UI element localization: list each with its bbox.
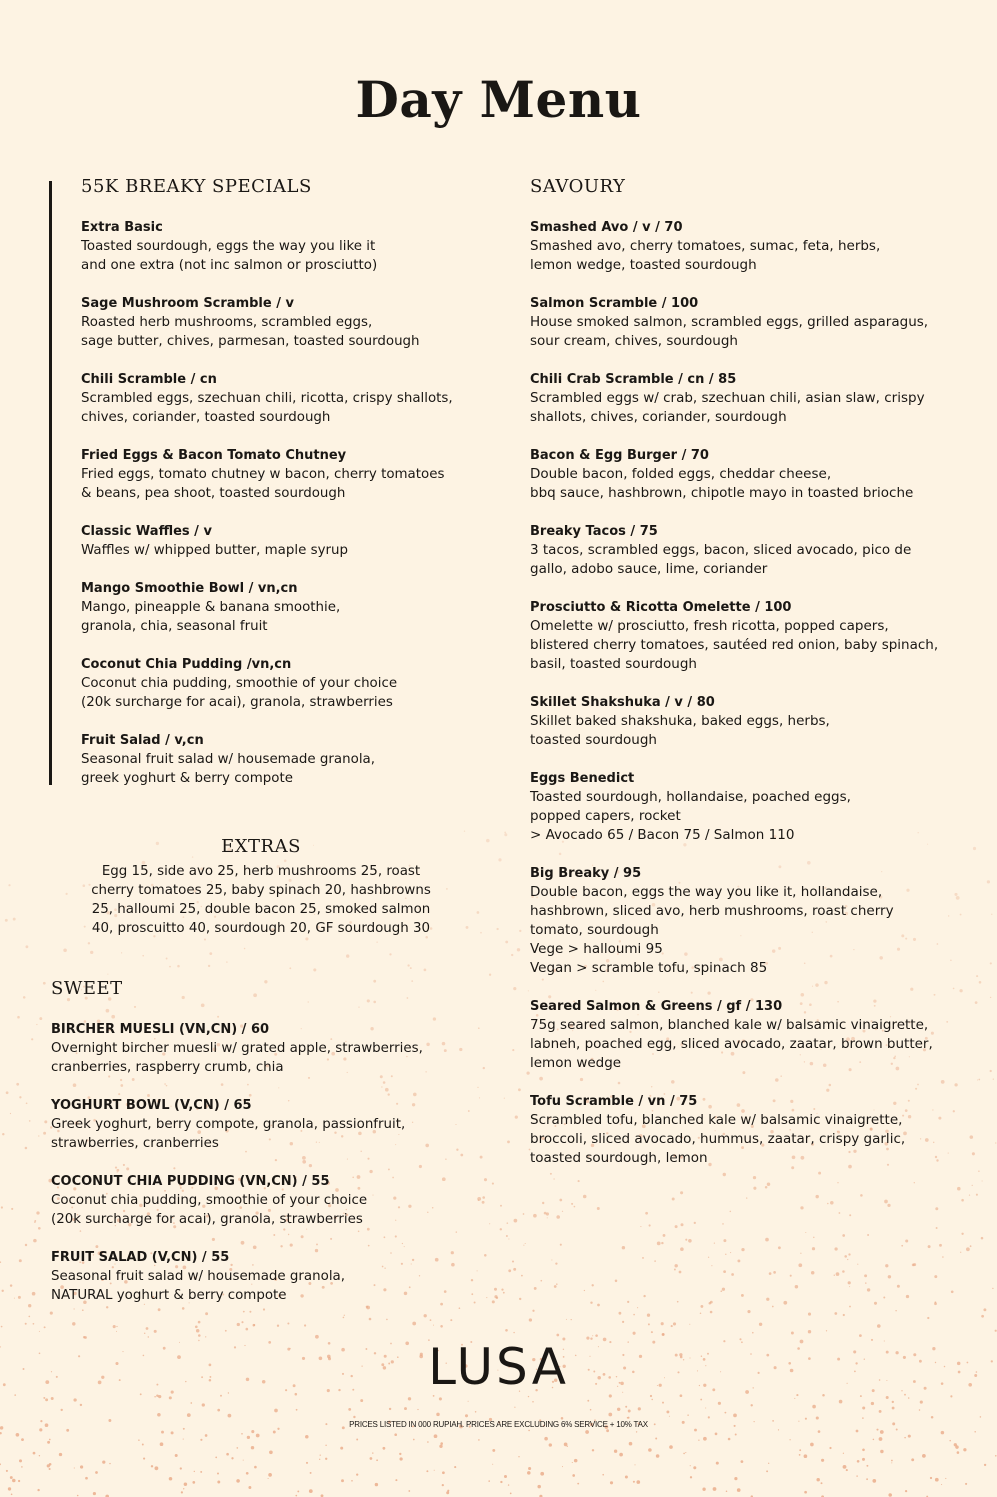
extras-line: Egg 15, side avo 25, herb mushrooms 25, roast <box>101 864 421 879</box>
sweet-items <box>51 1020 471 1305</box>
menu-item-description: 3 tacos, scrambled eggs, bacon, sliced avocado, pico de <box>530 542 912 558</box>
menu-item <box>51 1020 471 1077</box>
menu-item-name: Tofu Scramble / vn / 75 <box>530 1094 698 1109</box>
menu-item-name: Breaky Tacos / 75 <box>530 524 658 539</box>
menu-item-description: House smoked salmon, scrambled eggs, grilled asparagus, <box>530 314 929 330</box>
menu-item-description: (20k surcharge for acai), granola, strawberries <box>51 1212 363 1227</box>
savoury-section <box>530 176 970 1187</box>
menu-item-description: Mango, pineapple & banana smoothie, <box>81 600 341 615</box>
price-footnote: PRICES LISTED IN 000 RUPIAH. PRICES ARE EXCLUDING 6% SERVICE + 10% TAX <box>349 1420 648 1429</box>
menu-item-description: cranberries, raspberry crumb, chia <box>51 1060 284 1075</box>
menu-item <box>81 370 481 427</box>
menu-item-name: Eggs Benedict <box>530 771 635 786</box>
menu-item-description: gallo, adobo sauce, lime, coriander <box>530 561 768 577</box>
menu-item <box>81 446 481 503</box>
menu-item-description: blistered cherry tomatoes, sautéed red onion, baby spinach, <box>530 637 939 653</box>
menu-item <box>51 1096 471 1153</box>
section-heading-extras: EXTRAS <box>221 836 301 857</box>
menu-item-description: Double bacon, folded eggs, cheddar cheese, <box>530 466 832 482</box>
section-divider-bar <box>49 181 52 785</box>
menu-item-description: toasted sourdough, lemon <box>530 1150 708 1166</box>
menu-item-description: basil, toasted sourdough <box>530 656 697 672</box>
menu-item-description: Scrambled eggs, szechuan chili, ricotta, crispy shallots, <box>81 391 453 406</box>
section-heading-savoury: SAVOURY <box>530 176 626 197</box>
menu-item <box>530 218 970 275</box>
menu-item-description: sage butter, chives, parmesan, toasted sourdough <box>81 334 420 349</box>
menu-item <box>51 1172 471 1229</box>
menu-item-description: Skillet baked shakshuka, baked eggs, herbs, <box>530 713 830 729</box>
menu-item-description: chives, coriander, toasted sourdough <box>81 410 331 425</box>
menu-item-name: Chili Crab Scramble / cn / 85 <box>530 372 737 387</box>
menu-item-name: Prosciutto & Ricotta Omelette / 100 <box>530 600 792 615</box>
menu-item-description: Omelette w/ prosciutto, fresh ricotta, popped capers, <box>530 618 889 634</box>
menu-item-description: and one extra (not inc salmon or prosciutto) <box>81 258 378 273</box>
menu-item-description: granola, chia, seasonal fruit <box>81 619 268 634</box>
extras-line: 40, proscuitto 40, sourdough 20, GF sourdough 30 <box>91 921 431 936</box>
menu-item-name: FRUIT SALAD (V,CN) / 55 <box>51 1250 230 1265</box>
menu-item-description: Vegan > scramble tofu, spinach 85 <box>530 960 768 976</box>
menu-item <box>81 655 481 712</box>
menu-item-description: Fried eggs, tomato chutney w bacon, cherry tomatoes <box>81 467 445 482</box>
menu-item <box>530 769 970 845</box>
menu-item-name: Smashed Avo / v / 70 <box>530 220 683 235</box>
menu-item-description: Toasted sourdough, hollandaise, poached eggs, <box>530 789 851 805</box>
breaky-specials-section <box>81 176 481 807</box>
menu-item-description: > Avocado 65 / Bacon 75 / Salmon 110 <box>530 827 795 843</box>
menu-item-description: strawberries, cranberries <box>51 1136 219 1151</box>
menu-item-name: Skillet Shakshuka / v / 80 <box>530 695 715 710</box>
menu-item-description: Seasonal fruit salad w/ housemade granola, <box>51 1269 345 1284</box>
menu-item-description: greek yoghurt & berry compote <box>81 771 293 786</box>
menu-item-name: Seared Salmon & Greens / gf / 130 <box>530 999 783 1014</box>
menu-item-description: Toasted sourdough, eggs the way you like it <box>81 239 376 254</box>
menu-item <box>81 731 481 788</box>
menu-item <box>530 1092 970 1168</box>
menu-item <box>530 294 970 351</box>
menu-item-name: Big Breaky / 95 <box>530 866 642 881</box>
menu-item-name: Classic Waffles / v <box>81 524 212 539</box>
sweet-section <box>51 978 471 1324</box>
menu-item-description: Roasted herb mushrooms, scrambled eggs, <box>81 315 373 330</box>
menu-item-description: Smashed avo, cherry tomatoes, sumac, feta, herbs, <box>530 238 881 254</box>
menu-item-name: BIRCHER MUESLI (VN,CN) / 60 <box>51 1022 270 1037</box>
menu-item-description: tomato, sourdough <box>530 922 659 938</box>
menu-item-name: COCONUT CHIA PUDDING (VN,CN) / 55 <box>51 1174 330 1189</box>
menu-item <box>530 522 970 579</box>
menu-item-name: Fruit Salad / v,cn <box>81 733 204 748</box>
menu-item-description: bbq sauce, hashbrown, chipotle mayo in toasted brioche <box>530 485 914 501</box>
menu-item-description: popped capers, rocket <box>530 808 681 824</box>
menu-item <box>530 446 970 503</box>
extras-line: cherry tomatoes 25, baby spinach 20, hashbrowns <box>91 883 431 898</box>
menu-item <box>81 218 481 275</box>
menu-item-name: Mango Smoothie Bowl / vn,cn <box>81 581 298 596</box>
menu-item-description: lemon wedge, toasted sourdough <box>530 257 757 273</box>
menu-item-name: Extra Basic <box>81 220 163 235</box>
menu-item-description: 75g seared salmon, blanched kale w/ balsamic vinaigrette, <box>530 1017 929 1033</box>
menu-item-description: Scrambled tofu, blanched kale w/ balsamic vinaigrette, <box>530 1112 903 1128</box>
extras-line: 25, halloumi 25, double bacon 25, smoked salmon <box>91 902 431 917</box>
menu-item-description: & beans, pea shoot, toasted sourdough <box>81 486 346 501</box>
menu-item-description: labneh, poached egg, sliced avocado, zaatar, brown butter, <box>530 1036 933 1052</box>
menu-item <box>81 522 481 560</box>
menu-item-description: Double bacon, eggs the way you like it, hollandaise, <box>530 884 883 900</box>
menu-item-name: Bacon & Egg Burger / 70 <box>530 448 709 463</box>
menu-item-name: YOGHURT BOWL (V,CN) / 65 <box>51 1098 252 1113</box>
menu-item-description: sour cream, chives, sourdough <box>530 333 738 349</box>
menu-item <box>51 1248 471 1305</box>
menu-item-description: Greek yoghurt, berry compote, granola, passionfruit, <box>51 1117 406 1132</box>
menu-item-name: Sage Mushroom Scramble / v <box>81 296 294 311</box>
menu-item <box>81 294 481 351</box>
savoury-items <box>530 218 970 1168</box>
menu-item-name: Coconut Chia Pudding /vn,cn <box>81 657 292 672</box>
menu-item-name: Salmon Scramble / 100 <box>530 296 699 311</box>
menu-item-description: Vege > halloumi 95 <box>530 941 663 957</box>
menu-item <box>530 598 970 674</box>
menu-item-description: broccoli, sliced avocado, hummus, zaatar, crispy garlic, <box>530 1131 906 1147</box>
menu-item <box>530 864 970 978</box>
menu-item-description: toasted sourdough <box>530 732 657 748</box>
breaky-items <box>81 218 481 788</box>
menu-item-description: NATURAL yoghurt & berry compote <box>51 1288 287 1303</box>
menu-item-name: Chili Scramble / cn <box>81 372 217 387</box>
menu-item-description: Coconut chia pudding, smoothie of your choice <box>51 1193 368 1208</box>
brand-logo: LUSA <box>428 1338 569 1396</box>
menu-item-description: lemon wedge <box>530 1055 622 1071</box>
extras-section <box>81 836 441 938</box>
menu-item-description: shallots, chives, coriander, sourdough <box>530 409 787 425</box>
menu-item-description: (20k surcharge for acai), granola, strawberries <box>81 695 393 710</box>
menu-item-description: Waffles w/ whipped butter, maple syrup <box>81 543 348 558</box>
menu-item-description: Scrambled eggs w/ crab, szechuan chili, asian slaw, crispy <box>530 390 925 406</box>
menu-item <box>81 579 481 636</box>
page-title: Day Menu <box>355 70 642 129</box>
menu-item <box>530 693 970 750</box>
menu-item <box>530 997 970 1073</box>
menu-item-description: Coconut chia pudding, smoothie of your choice <box>81 676 398 691</box>
menu-item-name: Fried Eggs & Bacon Tomato Chutney <box>81 448 347 463</box>
section-heading-breaky: 55K BREAKY SPECIALS <box>81 176 312 197</box>
menu-item-description: hashbrown, sliced avo, herb mushrooms, roast cherry <box>530 903 894 919</box>
menu-item-description: Seasonal fruit salad w/ housemade granola, <box>81 752 375 767</box>
menu-item <box>530 370 970 427</box>
section-heading-sweet: SWEET <box>51 978 123 999</box>
menu-item-description: Overnight bircher muesli w/ grated apple, strawberries, <box>51 1041 423 1056</box>
